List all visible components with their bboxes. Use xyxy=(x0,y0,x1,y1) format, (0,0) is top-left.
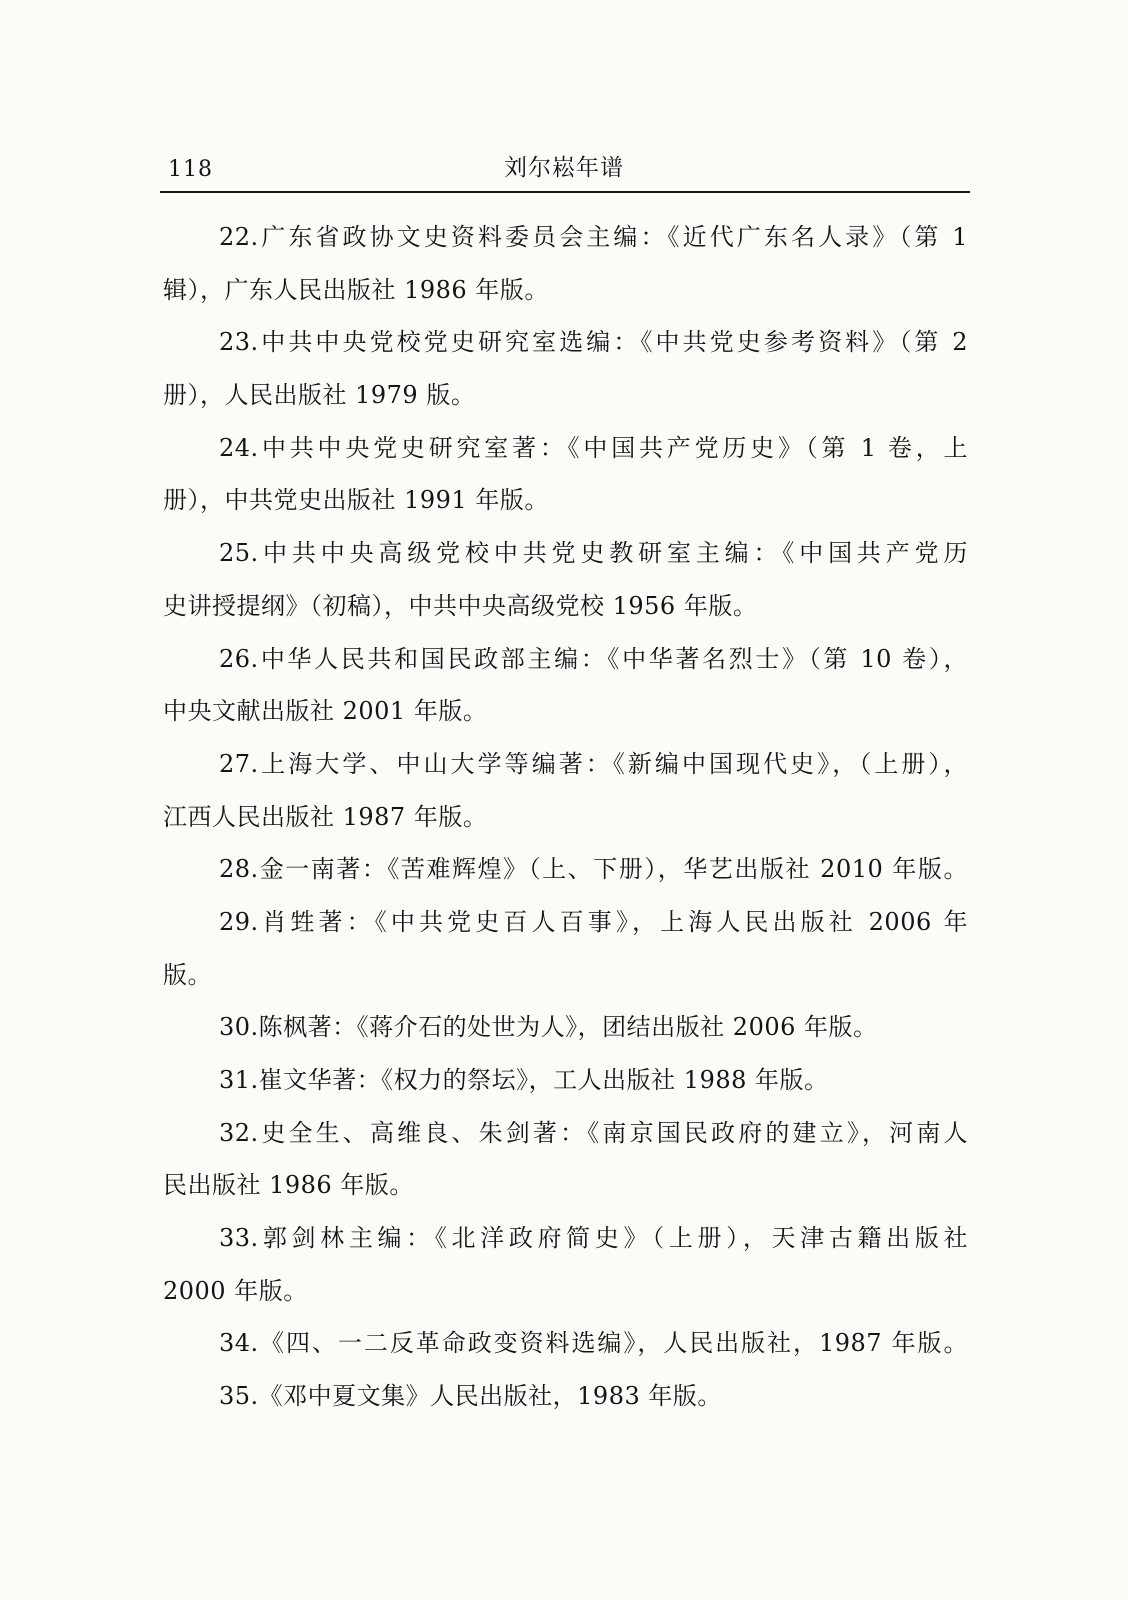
header-rule xyxy=(160,191,970,193)
reference-list xyxy=(163,211,968,1423)
entry-line: 35.《邓中夏文集》人民出版社，1983 年版。 xyxy=(219,1382,722,1411)
entry-line: 册），中共党史出版社 1991 年版。 xyxy=(163,486,549,515)
reference-entry xyxy=(163,1001,968,1054)
entry-line: 册），人民出版社 1979 版。 xyxy=(163,381,476,410)
entry-line: 34.《四、一二反革命政变资料选编》，人民出版社，1987 年版。 xyxy=(219,1329,968,1358)
reference-entry xyxy=(163,211,968,316)
entry-line: 24.中共中央党史研究室著：《中国共产党历史》（第 1 卷，上 xyxy=(219,433,968,462)
entry-line: 31.崔文华著：《权力的祭坛》，工人出版社 1988 年版。 xyxy=(219,1066,829,1094)
reference-entry xyxy=(163,738,968,843)
entry-line: 22.广东省政协文史资料委员会主编：《近代广东名人录》（第 1 xyxy=(219,223,968,251)
entry-line: 26.中华人民共和国民政部主编：《中华著名烈士》（第 10 卷）， xyxy=(219,644,968,673)
reference-entry xyxy=(163,1212,968,1317)
running-title: 刘尔崧年谱 xyxy=(504,155,624,181)
reference-entry xyxy=(163,1054,968,1107)
reference-entry xyxy=(163,316,968,421)
page-number: 118 xyxy=(168,157,213,182)
entry-line: 33.郭剑林主编：《北洋政府简史》（上册），天津古籍出版社 xyxy=(219,1224,968,1253)
reference-entry xyxy=(163,843,968,896)
reference-entry xyxy=(163,1317,968,1370)
entry-line: 27.上海大学、中山大学等编著：《新编中国现代史》，（上册）， xyxy=(219,749,968,778)
reference-entry xyxy=(163,896,968,1001)
entry-line: 史讲授提纲》（初稿），中共中央高级党校 1956 年版。 xyxy=(163,591,758,620)
entry-line: 25.中共中央高级党校中共党史教研室主编：《中国共产党历 xyxy=(219,539,968,568)
entry-line: 28.金一南著：《苦难辉煌》（上、下册），华艺出版社 2010 年版。 xyxy=(219,855,968,884)
reference-entry xyxy=(163,633,968,738)
reference-entry xyxy=(163,1370,968,1423)
entry-line: 30.陈枫著：《蒋介石的处世为人》，团结出版社 2006 年版。 xyxy=(219,1013,878,1042)
reference-entry xyxy=(163,1107,968,1212)
entry-line: 辑），广东人民出版社 1986 年版。 xyxy=(163,275,549,304)
entry-line: 江西人民出版社 1987 年版。 xyxy=(163,802,488,831)
entry-line: 23.中共中央党校党史研究室选编：《中共党史参考资料》（第 2 xyxy=(219,328,968,357)
entry-line: 29.肖甡著：《中共党史百人百事》，上海人民出版社 2006 年 xyxy=(219,907,968,936)
entry-line: 2000 年版。 xyxy=(163,1276,308,1305)
entry-line: 32.史全生、高维良、朱剑著：《南京国民政府的建立》，河南人 xyxy=(219,1118,968,1147)
reference-entry xyxy=(163,527,968,632)
entry-line: 版。 xyxy=(163,960,212,989)
reference-entry xyxy=(163,422,968,527)
entry-line: 民出版社 1986 年版。 xyxy=(163,1171,414,1200)
entry-line: 中央文献出版社 2001 年版。 xyxy=(163,697,488,726)
